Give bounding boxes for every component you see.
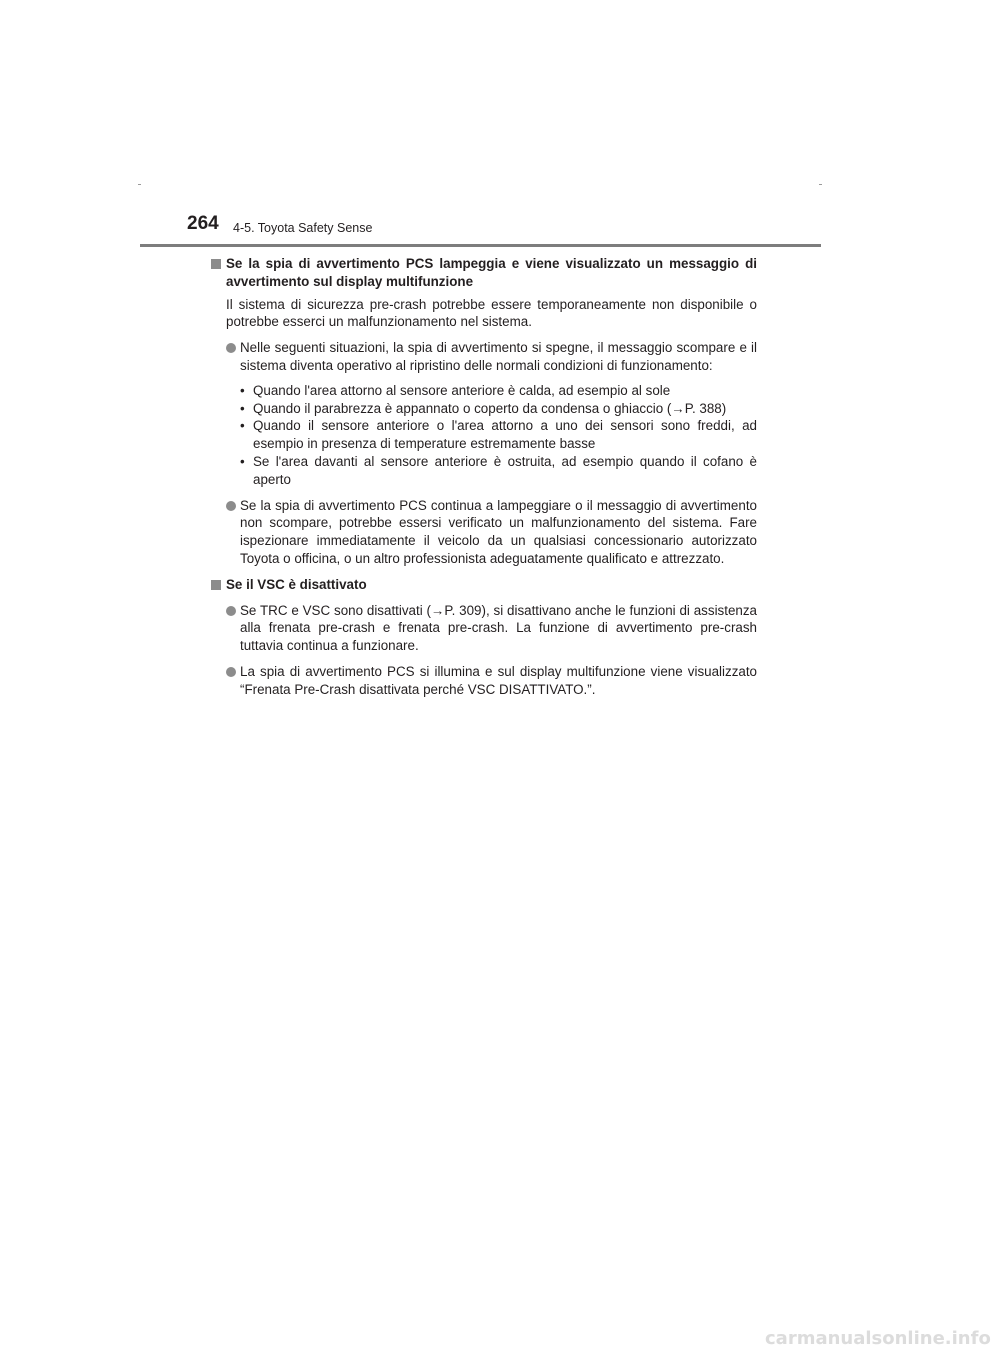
square-bullet-icon (211, 259, 221, 269)
list-item (226, 339, 757, 375)
dot-marker-icon: • (240, 400, 245, 416)
header-rule (140, 244, 821, 247)
sub-bullet-text: Se l'area davanti al sensore anteriore è ostruita, ad esempio quando il cofano è aperto (253, 453, 757, 487)
list-item (226, 602, 757, 655)
sub-bullet-list (240, 382, 757, 489)
sub-bullet-item (240, 417, 757, 453)
circle-bullet-icon (226, 667, 236, 677)
list-item (226, 497, 757, 568)
section-heading-text: Se la spia di avvertimento PCS lampeggia e viene visualizzato un messaggio di avvertimento sul display multifunzione (226, 256, 757, 289)
crop-mark-right (819, 184, 822, 185)
circle-bullet-icon (226, 343, 236, 353)
sub-bullet-item (240, 400, 757, 418)
dot-marker-icon: • (240, 418, 245, 434)
dot-marker-icon: • (240, 453, 245, 469)
list-item-text: Se TRC e VSC sono disattivati (→P. 309), si disattivano anche le funzioni di assistenza alla frenata pre-crash e frenata pre-crash. La funzione di avvertimento pre-crash tuttavia continua a funzionare. (240, 602, 757, 654)
circle-bullet-icon (226, 606, 236, 616)
page-number: 264 (187, 213, 219, 234)
sub-bullet-item (240, 453, 757, 489)
section-heading-text: Se il VSC è disattivato (226, 576, 367, 592)
square-bullet-icon (211, 580, 221, 590)
crop-mark-left (138, 184, 141, 185)
list-item-text: La spia di avvertimento PCS si illumina e sul display multifunzione viene visualizzato “Frenata Pre-Crash disattivata perché VSC DISATTIVATO.”. (240, 663, 757, 697)
section-title: 4-5. Toyota Safety Sense (233, 221, 373, 235)
dot-marker-icon: • (240, 382, 245, 398)
sub-bullet-text: Quando il parabrezza è appannato o coperto da condensa o ghiaccio (→P. 388) (253, 400, 727, 416)
section-heading (211, 576, 757, 594)
sub-bullet-item (240, 382, 757, 400)
list-item-text: Se la spia di avvertimento PCS continua a lampeggiare o il messaggio di avvertimento non scompare, potrebbe essersi verificato un malfunzionamento del sistema. Fare ispezionare immediatamente il veicolo da un qualsiasi concessionario autorizzato Toyota o officina, o un altro professionista adeguatamente qualificato e attrezzato. (240, 497, 757, 566)
section-heading (211, 255, 757, 291)
page-content (211, 255, 757, 699)
watermark: carmanualsonline.info (765, 1328, 991, 1349)
list-item (226, 663, 757, 699)
list-item-text: Nelle seguenti situazioni, la spia di avvertimento si spegne, il messaggio scompare e il sistema diventa operativo al ripristino delle normali condizioni di funzionamento: (240, 340, 757, 373)
sub-bullet-text: Quando il sensore anteriore o l'area attorno a uno dei sensori sono freddi, ad esempio in presenza di temperature estremamente basse (253, 418, 757, 452)
circle-bullet-icon (226, 501, 236, 511)
sub-bullet-text: Quando l'area attorno al sensore anteriore è calda, ad esempio al sole (253, 382, 671, 398)
intro-paragraph: Il sistema di sicurezza pre-crash potrebbe essere temporaneamente non disponibile o potrebbe esserci un malfunzionamento nel sistema. (226, 296, 757, 330)
